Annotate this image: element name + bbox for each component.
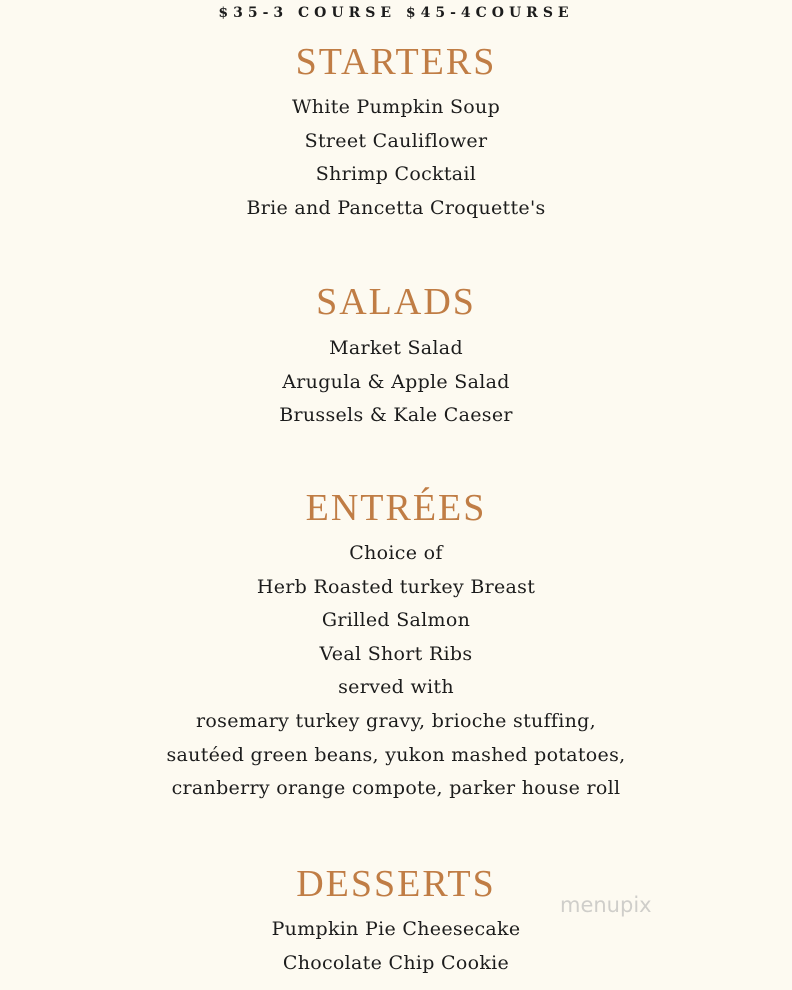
list-item: Street Cauliflower — [304, 129, 488, 152]
watermark: menupix — [560, 893, 652, 917]
list-item: Arugula & Apple Salad — [282, 370, 510, 393]
salads-heading: SALADS — [316, 281, 476, 323]
list-item: Market Salad — [329, 337, 463, 359]
entrees-list — [0, 537, 792, 806]
list-item: rosemary turkey gravy, brioche stuffing, — [196, 709, 596, 732]
price-line: $35-3 COURSE $45-4COURSE — [218, 5, 574, 21]
list-item: Brussels & Kale Caeser — [279, 404, 513, 427]
list-item: Shrimp Cocktail — [315, 163, 477, 186]
list-item: Grilled Salmon — [321, 609, 471, 632]
desserts-list — [0, 913, 792, 980]
list-item: Pumpkin Pie Cheesecake — [271, 918, 521, 940]
salads-list — [0, 332, 792, 433]
desserts-heading: DESSERTS — [296, 863, 496, 905]
list-item: cranberry orange compote, parker house roll — [171, 777, 621, 800]
entrees-heading: ENTRÉES — [305, 487, 487, 529]
list-item: White Pumpkin Soup — [291, 96, 501, 118]
starters-list — [0, 91, 792, 225]
list-item: served with — [338, 676, 454, 699]
list-item: Veal Short Ribs — [319, 642, 473, 665]
list-item: Herb Roasted turkey Breast — [256, 575, 536, 598]
list-item: Chocolate Chip Cookie — [282, 951, 510, 974]
list-item: Choice of — [349, 542, 443, 564]
starters-heading: STARTERS — [295, 41, 497, 83]
list-item: Brie and Pancetta Croquette's — [246, 196, 546, 219]
list-item: sautéed green beans, yukon mashed potatoes, — [166, 743, 626, 766]
